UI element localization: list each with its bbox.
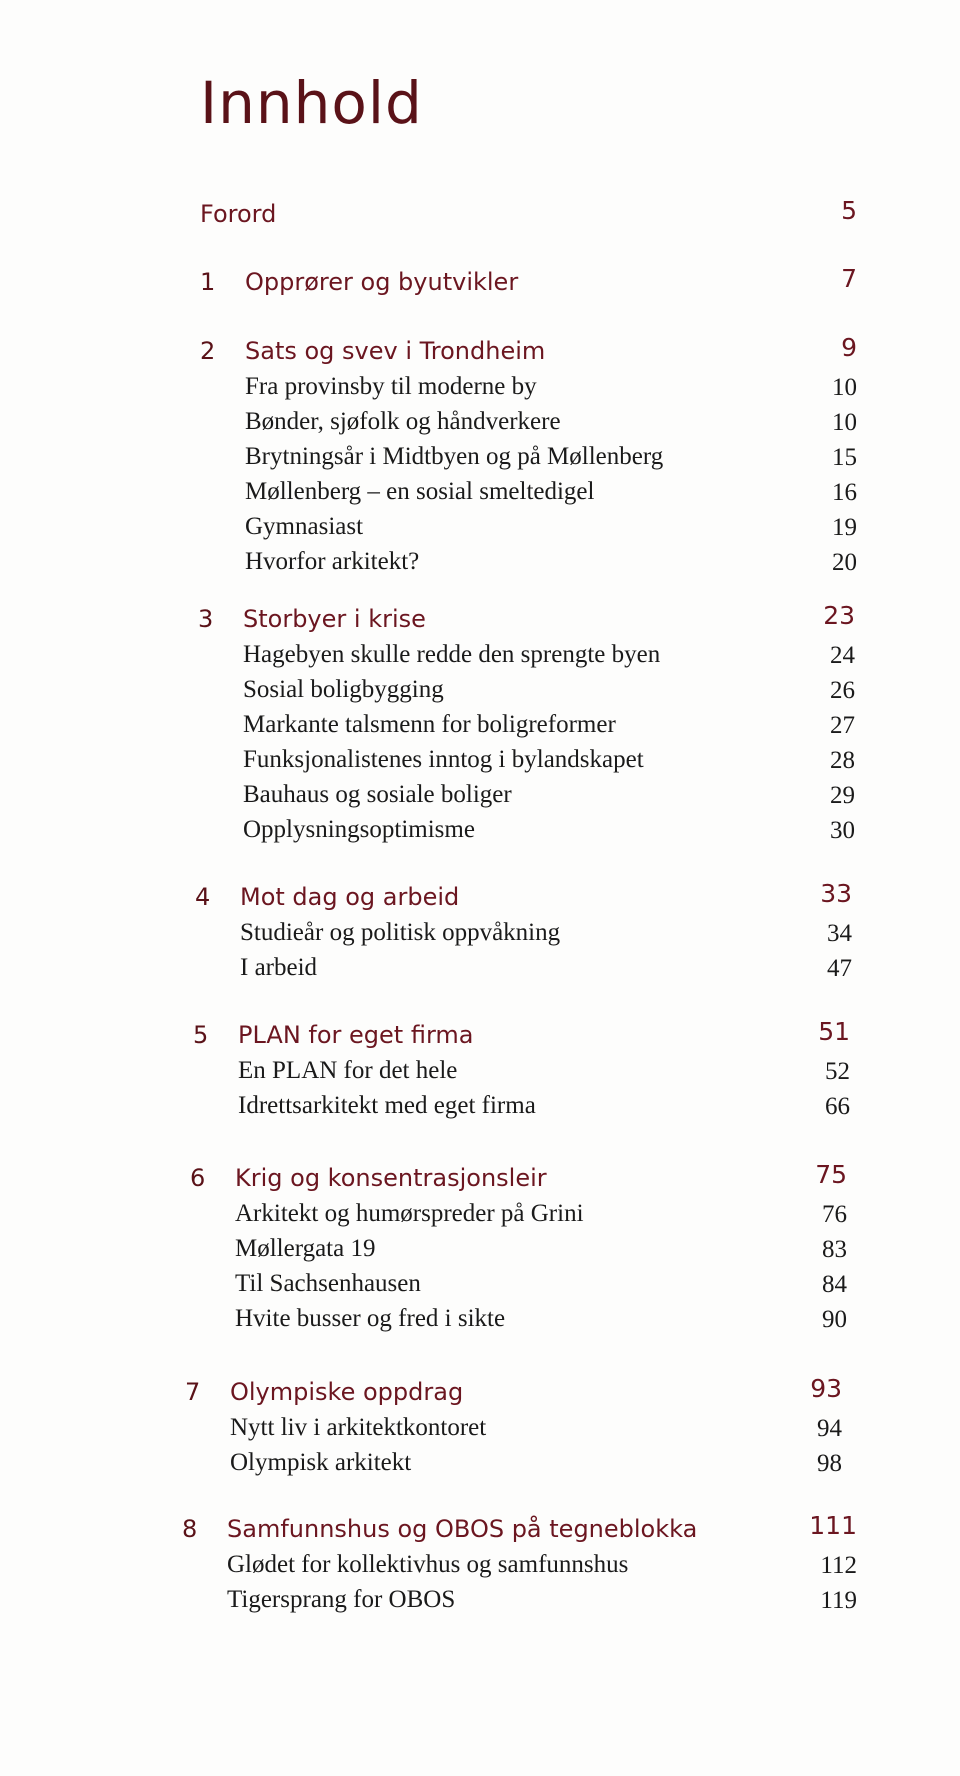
entry-title: Forord	[200, 200, 277, 228]
section-page: 112	[820, 1552, 857, 1579]
chapter-number: 6	[190, 1164, 206, 1192]
section-page: 10	[832, 409, 857, 436]
page-title: Innhold	[200, 69, 423, 137]
section-title: Bønder, sjøfolk og håndverkere	[245, 408, 561, 435]
section-page: 30	[830, 817, 855, 844]
section-row[interactable]	[200, 478, 857, 513]
section-row[interactable]	[185, 1449, 842, 1484]
chapter-title: Samfunnshus og OBOS på tegneblokka	[227, 1515, 698, 1543]
chapter-title: Olympiske oppdrag	[230, 1378, 464, 1406]
chapter-number: 1	[200, 268, 216, 296]
section-title: Arkitekt og humørspreder på Grini	[235, 1200, 584, 1227]
section-row[interactable]	[190, 1305, 847, 1340]
section-row[interactable]	[190, 1200, 847, 1235]
section-page: 19	[832, 514, 857, 541]
section-title: Hvite busser og fred i sikte	[235, 1305, 506, 1332]
section-page: 52	[825, 1058, 850, 1085]
section-page: 119	[820, 1587, 857, 1614]
section-page: 94	[817, 1415, 842, 1442]
section-title: Bauhaus og sosiale boliger	[243, 781, 512, 808]
section-page: 27	[830, 712, 855, 739]
chapter-heading[interactable]	[200, 333, 857, 373]
section-row[interactable]	[193, 1092, 850, 1127]
section-row[interactable]	[198, 781, 855, 816]
section-row[interactable]	[198, 641, 855, 676]
chapter-page: 75	[815, 1160, 847, 1189]
section-title: Møllenberg – en sosial smeltedigel	[245, 478, 595, 505]
section-row[interactable]	[198, 676, 855, 711]
section-title: Nytt liv i arkitektkontoret	[230, 1414, 487, 1441]
section-row[interactable]	[198, 746, 855, 781]
chapter-heading[interactable]	[195, 879, 852, 919]
section-row[interactable]	[198, 816, 855, 851]
section-page: 16	[832, 479, 857, 506]
section-row[interactable]	[200, 513, 857, 548]
section-title: Hvorfor arkitekt?	[245, 548, 420, 575]
chapter-heading[interactable]	[193, 1017, 850, 1057]
section-title: Hagebyen skulle redde den sprengte byen	[243, 641, 661, 668]
section-title: Gymnasiast	[245, 513, 364, 540]
section-title: Markante talsmenn for boligreformer	[243, 711, 616, 738]
section-title: Funksjonalistenes inntog i bylandskapet	[243, 746, 644, 773]
chapter-page: 23	[823, 601, 855, 630]
chapter-page: 51	[818, 1017, 850, 1046]
chapter-page: 111	[809, 1511, 857, 1540]
section-title: En PLAN for det hele	[238, 1057, 458, 1084]
section-title: Til Sachsenhausen	[235, 1270, 421, 1297]
chapter-number: 5	[193, 1021, 209, 1049]
section-title: Møllergata 19	[235, 1235, 376, 1262]
section-page: 47	[827, 955, 852, 982]
chapter-heading[interactable]	[182, 1511, 857, 1551]
section-page: 66	[825, 1093, 850, 1120]
section-page: 90	[822, 1306, 847, 1333]
chapter-number: 7	[185, 1378, 201, 1406]
chapter-heading[interactable]	[190, 1160, 847, 1200]
section-page: 83	[822, 1236, 847, 1263]
section-title: Tigersprang for OBOS	[227, 1586, 456, 1613]
chapter-number: 3	[198, 605, 214, 633]
section-page: 20	[832, 549, 857, 576]
chapter-title: Storbyer i krise	[243, 605, 426, 633]
section-title: Opplysningsoptimisme	[243, 816, 475, 843]
section-title: Idrettsarkitekt med eget firma	[238, 1092, 536, 1119]
section-title: Studieår og politisk oppvåkning	[240, 919, 561, 946]
section-page: 34	[827, 920, 852, 947]
section-title: I arbeid	[240, 954, 318, 981]
chapter-title: PLAN for eget firma	[238, 1021, 474, 1049]
section-row[interactable]	[193, 1057, 850, 1092]
section-title: Brytningsår i Midtbyen og på Møllenberg	[245, 443, 664, 470]
chapter-heading[interactable]	[200, 264, 857, 304]
chapter-page: 9	[841, 333, 857, 362]
section-row[interactable]	[200, 443, 857, 478]
section-page: 98	[817, 1450, 842, 1477]
section-page: 29	[830, 782, 855, 809]
section-title: Olympisk arkitekt	[230, 1449, 412, 1476]
section-page: 76	[822, 1201, 847, 1228]
toc-entry-foreword[interactable]	[200, 196, 857, 236]
chapter-title: Mot dag og arbeid	[240, 883, 460, 911]
section-page: 26	[830, 677, 855, 704]
section-row[interactable]	[200, 408, 857, 443]
chapter-number: 8	[182, 1515, 198, 1543]
section-page: 24	[830, 642, 855, 669]
chapter-page: 93	[810, 1374, 842, 1403]
section-row[interactable]	[195, 919, 852, 954]
chapter-title: Opprører og byutvikler	[245, 268, 519, 296]
chapter-heading[interactable]	[185, 1374, 842, 1414]
chapter-number: 4	[195, 883, 211, 911]
chapter-title: Krig og konsentrasjonsleir	[235, 1164, 547, 1192]
section-row[interactable]	[182, 1551, 857, 1586]
section-row[interactable]	[200, 373, 857, 408]
section-page: 84	[822, 1271, 847, 1298]
section-row[interactable]	[182, 1586, 857, 1621]
section-row[interactable]	[185, 1414, 842, 1449]
chapter-page: 33	[820, 879, 852, 908]
chapter-page: 7	[841, 264, 857, 293]
section-row[interactable]	[190, 1235, 847, 1270]
section-title: Fra provinsby til moderne by	[245, 373, 537, 400]
section-page: 10	[832, 374, 857, 401]
section-title: Glødet for kollektivhus og samfunnshus	[227, 1551, 629, 1578]
section-row[interactable]	[200, 548, 857, 583]
section-row[interactable]	[195, 954, 852, 989]
chapter-number: 2	[200, 337, 216, 365]
chapter-heading[interactable]	[198, 601, 855, 641]
section-title: Sosial boligbygging	[243, 676, 444, 703]
section-row[interactable]	[190, 1270, 847, 1305]
section-page: 28	[830, 747, 855, 774]
section-page: 15	[832, 444, 857, 471]
section-row[interactable]	[198, 711, 855, 746]
entry-page: 5	[841, 196, 857, 225]
chapter-title: Sats og svev i Trondheim	[245, 337, 546, 365]
